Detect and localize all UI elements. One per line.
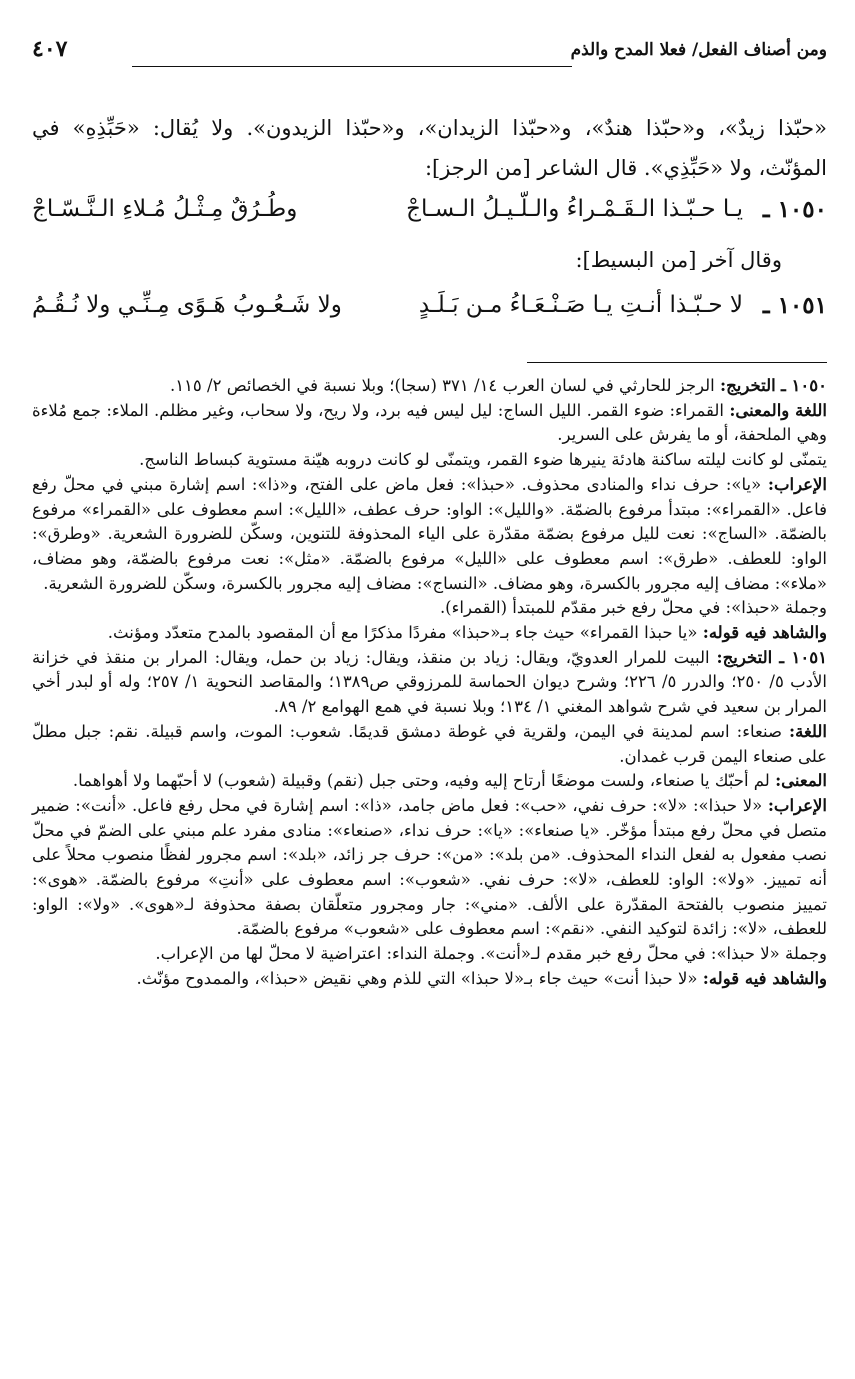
footnote-text: «يا حبذا القمراء» حيث جاء بـ«حبذا» مفردًا مذكرًا مع أن المقصود بالمدح متعدّد ومؤنث. xyxy=(107,623,703,643)
footnote-text: البيت للمرار العدويّ، ويقال: زياد بن منقذ، ويقال: زياد بن حمل، ويقال: المرار بن منقذ في خزانة الأدب ٥/ ٢٥٠؛ والدرر ٥/ ٢٢٦؛ وشرح ديوان الحماسة للمرزوقي ص١٣٨٩؛ والمقاصد النحوية ١/ ٢٥٧؛ وله أو لبدر أخي المرار بن سعيد في شرح شواهد المغني ١/ ١٣٤؛ وبلا نسبة في همع الهوامع ٢/ ٨٩. xyxy=(32,647,827,717)
verse-number: ١٠٥١ ـ xyxy=(762,292,827,319)
page-number: ٤٠٧ xyxy=(32,36,68,62)
footnote-label: اللغة: xyxy=(789,721,827,741)
footnote-text: وجملة «حبذا»: في محلّ رفع خبر مقدّم للمبتدأ (القمراء). xyxy=(439,598,827,618)
footnote-label: التخريج: xyxy=(716,647,773,667)
footnote-paragraph xyxy=(32,646,827,720)
footnote-text: لم أحبّك يا صنعاء، ولست موضعًا أرتاح إليه وفيه، وحتى جبل (نقم) وقبيلة (شعوب) لا أحبّهما ولا أهواهما. xyxy=(72,771,776,791)
verse-intro: وقال آخر [من البسيط]: xyxy=(575,248,782,272)
footnote-text: «يا»: حرف نداء والمنادى محذوف. «حبذا»: فعل ماض على الفتح، و«ذا»: اسم إشارة مبني في محلّ رفع فاعل. «القمراء»: مبتدأ مرفوع بالضمّة. «والليل»: الواو: حرف عطف، «الليل»: اسم معطوف على «القمراء» مرفوع بالضمّة. «الساج»: نعت لليل مرفوع بضمّة مقدّرة على الياء المحذوفة للتنوين، وسكّن للضرورة الشعرية. «وطرق»: الواو: للعطف. «طرق»: اسم معطوف على «الليل» مرفوع بالضمّة. «مثل»: نعت مرفوع بالضمّة، وهو مضاف، «ملاء»: مضاف إليه مجرور بالكسرة، وهو مضاف. «النساج»: مضاف إليه مجرور بالكسرة، وسكّن للضرورة الشعرية. xyxy=(32,474,827,593)
verse-1050 xyxy=(32,196,827,236)
footnote-label: التخريج: xyxy=(720,376,776,395)
footnote-label: المعنى: xyxy=(775,771,827,791)
footnote-paragraph xyxy=(32,794,827,942)
page-header xyxy=(32,36,827,76)
verse-1051 xyxy=(32,292,827,332)
footnote-label: الإعراب: xyxy=(767,474,828,494)
header-rule xyxy=(132,66,572,67)
footnote-label: اللغة والمعنى: xyxy=(729,400,827,420)
footnote-number: ١٠٥١ ـ xyxy=(779,647,827,667)
footnote-label: والشاهد فيه قوله: xyxy=(702,623,827,643)
verse-number: ١٠٥٠ ـ xyxy=(762,196,827,223)
verse-first-hemistich: لا حـبّـذا أنـتِ يـا صَـنْـعَـاءُ مـن بَـلَـدٍ xyxy=(418,292,743,318)
footnote-paragraph xyxy=(32,967,827,992)
footnote-paragraph xyxy=(32,473,827,597)
footnote-text: صنعاء: اسم لمدينة في اليمن، ولقرية في غوطة دمشق قديمًا. شعوب: الموت، واسم قبيلة. نقم: جبل مطلّ على صنعاء اليمن قرب غمدان. xyxy=(32,721,827,766)
footnote-paragraph xyxy=(32,720,827,769)
footnote-text: القمراء: ضوء القمر. الليل الساج: ليل ليس فيه برد، ولا ريح، ولا سحاب، وغير مظلم. الملاء: جمع مُلاءة وهي الملحفة، أو ما يفرش على السرير. xyxy=(32,400,827,445)
footnote-text: يتمنّى لو كانت ليلته ساكنة هادئة ينيرها ضوء القمر، ويتمنّى لو كانت دروبه هيّنة مستوية كبساط الناسج. xyxy=(139,450,827,470)
footnote-text: وجملة «لا حبذا»: في محلّ رفع خبر مقدم لـ«أنت». وجملة النداء: اعتراضية لا محلّ لها من الإعراب. xyxy=(155,944,827,964)
footnote-paragraph xyxy=(32,596,827,621)
footnote-paragraph xyxy=(32,769,827,794)
footnote-paragraph xyxy=(32,399,827,448)
book-page xyxy=(32,0,827,1379)
footnote-label: والشاهد فيه قوله: xyxy=(702,968,827,988)
footnote-label: الإعراب: xyxy=(767,795,827,815)
chapter-title: ومن أصناف الفعل/ فعلا المدح والذم xyxy=(570,40,827,60)
footnote-text: الرجز للحارثي في لسان العرب ١٤/ ٣٧١ (سجا)؛ وبلا نسبة في الخصائص ٢/ ١١٥. xyxy=(169,376,721,395)
footnote-paragraph xyxy=(32,374,827,399)
footnotes xyxy=(32,374,827,992)
body-paragraph: «حبّذا زيدٌ»، و«حبّذا هندٌ»، و«حبّذا الزيدان»، و«حبّذا الزيدون». ولا يُقال: «حَبِّذِهِ» في المؤنّث، ولا «حَبِّذِي». قال الشاعر [من الرجز]: xyxy=(32,116,827,180)
verse-second-hemistich: ولا شَـعُـوبُ هَـوًى مِـنِّـي ولا نُـقُـمُ xyxy=(32,292,342,318)
verse-first-hemistich: يـا حـبّـذا الـقَـمْـراءُ والـلّـيـلُ الـسـاجْ xyxy=(406,196,743,222)
footnote-paragraph xyxy=(32,942,827,967)
footnote-paragraph xyxy=(32,448,827,473)
verse-second-hemistich: وطُـرُقٌ مِـثْـلُ مُـلاءِ الـنَّـسّـاجْ xyxy=(32,196,298,222)
footnote-text: «لا حبذا أنت» حيث جاء بـ«لا حبذا» التي للذم وهي نقيض «حبذا»، والممدوح مؤنّث. xyxy=(136,968,703,988)
footnote-text: «لا حبذا»: «لا»: حرف نفي، «حب»: فعل ماض جامد، «ذا»: اسم إشارة في محل رفع فاعل. «أنت»: ضمير متصل في محلّ رفع مبتدأ مؤخّر. «يا صنعاء»: «يا»: حرف نداء، «صنعاء»: منادى مفرد علم مبني على الضمّ في محلّ نصب مفعول به لفعل النداء المحذوف. «من بلد»: «من»: حرف جر زائد، «بلد»: اسم مجرور لفظًا منصوب محلاً على أنه تمييز. «ولا»: الواو: للعطف، «لا»: حرف نفي. «شعوب»: اسم معطوف على «أنتِ» مرفوع بالضمّة. «هوى»: تمييز منصوب بالفتحة المقدّرة على الألف. «مني»: جار ومجرور متعلّقان بصفة محذوفة لـ«هوى». «ولا»: الواو: للعطف، «لا»: زائدة لتوكيد النفي. «نقم»: اسم معطوف على «شعوب» مرفوع بالضمّة. xyxy=(32,795,827,939)
footnote-paragraph xyxy=(32,621,827,646)
footnote-divider xyxy=(527,362,827,363)
footnote-number: ١٠٥٠ ـ xyxy=(780,376,827,395)
